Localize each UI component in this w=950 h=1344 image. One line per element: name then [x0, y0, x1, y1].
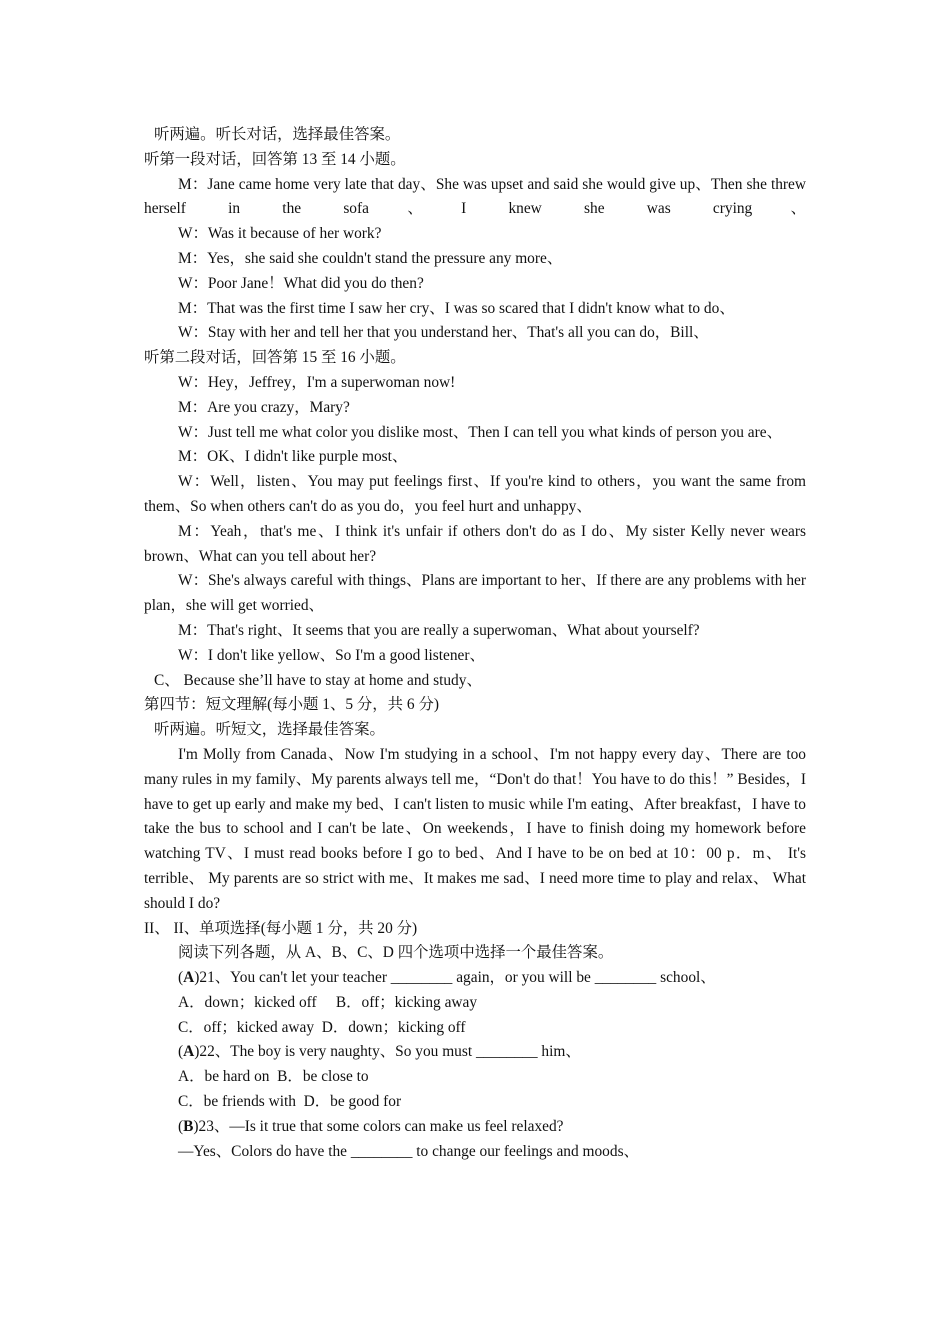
- section4-instruction: 听两遍。听短文，选择最佳答案。: [154, 721, 385, 739]
- question-stem: (A)21、You can't let your teacher ________ again，or you will be ________ school、: [178, 969, 716, 987]
- part2-instruction: 阅读下列各题，从 A、B、C、D 四个选项中选择一个最佳答案。: [178, 944, 614, 962]
- question-options: C．be friends with D．be good for: [178, 1093, 402, 1111]
- answer-letter: A: [183, 969, 195, 987]
- dialog-line: W：Well，listen、You may put feelings first、If you're kind to others，you want the same from them、So when others can't do as you do，you feel hurt and unhappy、: [144, 473, 806, 515]
- question-options: C．off；kicked away D．down；kicking off: [178, 1018, 466, 1036]
- question-22: [144, 1040, 806, 1114]
- option-c: C、 Because she’ll have to stay at home and study、: [154, 671, 482, 689]
- question-text: )21、You can't let your teacher ________ again，or you will be ________ school、: [194, 969, 716, 987]
- listening-instruction: 听两遍。听长对话，选择最佳答案。: [154, 126, 401, 143]
- dialog-line: W：Was it because of her work?: [178, 225, 382, 243]
- dialog-line: M：That was the first time I saw her cry、I was so scared that I didn't know what to do、: [178, 299, 735, 317]
- dialog-line: M：Jane came home very late that day、She was upset and said she would give up、Then she threw herself in the sofa、I knew she was crying、: [144, 175, 806, 218]
- part2-header: II、 II、单项选择(每小题 1 分，共 20 分): [144, 919, 418, 937]
- answer-letter: B: [183, 1117, 194, 1135]
- question-text: )23、—Is it true that some colors can make us feel relaxed?: [193, 1117, 564, 1135]
- question-options: A．be hard on B．be close to: [178, 1068, 369, 1086]
- dialog-line: M：Are you crazy，Mary?: [178, 398, 350, 416]
- dialog-line: M：That's right、It seems that you are really a superwoman、What about yourself?: [178, 621, 700, 639]
- dialog-line: M：OK、I didn't like purple most、: [178, 448, 408, 466]
- question-21: [144, 966, 806, 1040]
- dialog-line: M：Yeah，that's me、I think it's unfair if others don't do as I do、My sister Kelly never wears brown、What can you tell about her?: [144, 522, 806, 565]
- dialog2: [144, 371, 806, 669]
- answer-letter: A: [183, 1043, 195, 1061]
- dialog2-header: 听第二段对话，回答第 15 至 16 小题。: [144, 349, 406, 367]
- dialog-line: W：I don't like yellow、So I'm a good listener、: [178, 646, 485, 664]
- question-options: —Yes、Colors do have the ________ to change our feelings and moods、: [178, 1142, 639, 1160]
- dialog-line: W：Poor Jane！What did you do then?: [178, 274, 424, 292]
- dialog1: [144, 173, 806, 347]
- passage: I'm Molly from Canada、Now I'm studying in a school、I'm not happy every day、There are too many rules in my family、My parents always tell me，“Don't do that！You have to do this！” Besides，I have to get up early and make my bed、I can't listen to music while I'm eating、After breakfast，I have to take the bus to school and I can't be late、On weekends，I have to finish doing my homework before watching TV、I must read books before I go to bed、And I have to be on bed at 10：00 p．m、 It's terrible、 My parents are so strict with me、It makes me sad、I need more time to play and relax、 What should I do?: [144, 745, 806, 912]
- dialog-line: W：Stay with her and tell her that you understand her、That's all you can do，Bill、: [178, 324, 709, 342]
- question-stem: (B)23、—Is it true that some colors can make us feel relaxed?: [178, 1117, 564, 1135]
- question-23: [144, 1115, 806, 1165]
- question-stem: (A)22、The boy is very naughty、So you must ________ him、: [178, 1043, 581, 1061]
- dialog-line: W：Just tell me what color you dislike most、Then I can tell you what kinds of person you are、: [178, 423, 782, 441]
- dialog-line: W：She's always careful with things、Plans are important to her、If there are any problems with her plan，she will get worried、: [144, 572, 806, 615]
- question-text: )22、The boy is very naughty、So you must ________ him、: [194, 1043, 581, 1061]
- dialog1-header: 听第一段对话，回答第 13 至 14 小题。: [144, 150, 406, 168]
- document-page: [144, 123, 806, 1164]
- dialog-line: W：Hey，Jeffrey，I'm a superwoman now!: [178, 373, 456, 391]
- dialog-line: M：Yes，she said she couldn't stand the pressure any more、: [178, 249, 563, 267]
- question-options: A．down；kicked off B．off；kicking away: [178, 993, 478, 1011]
- section4-header: 第四节：短文理解(每小题 1、5 分，共 6 分): [144, 696, 439, 714]
